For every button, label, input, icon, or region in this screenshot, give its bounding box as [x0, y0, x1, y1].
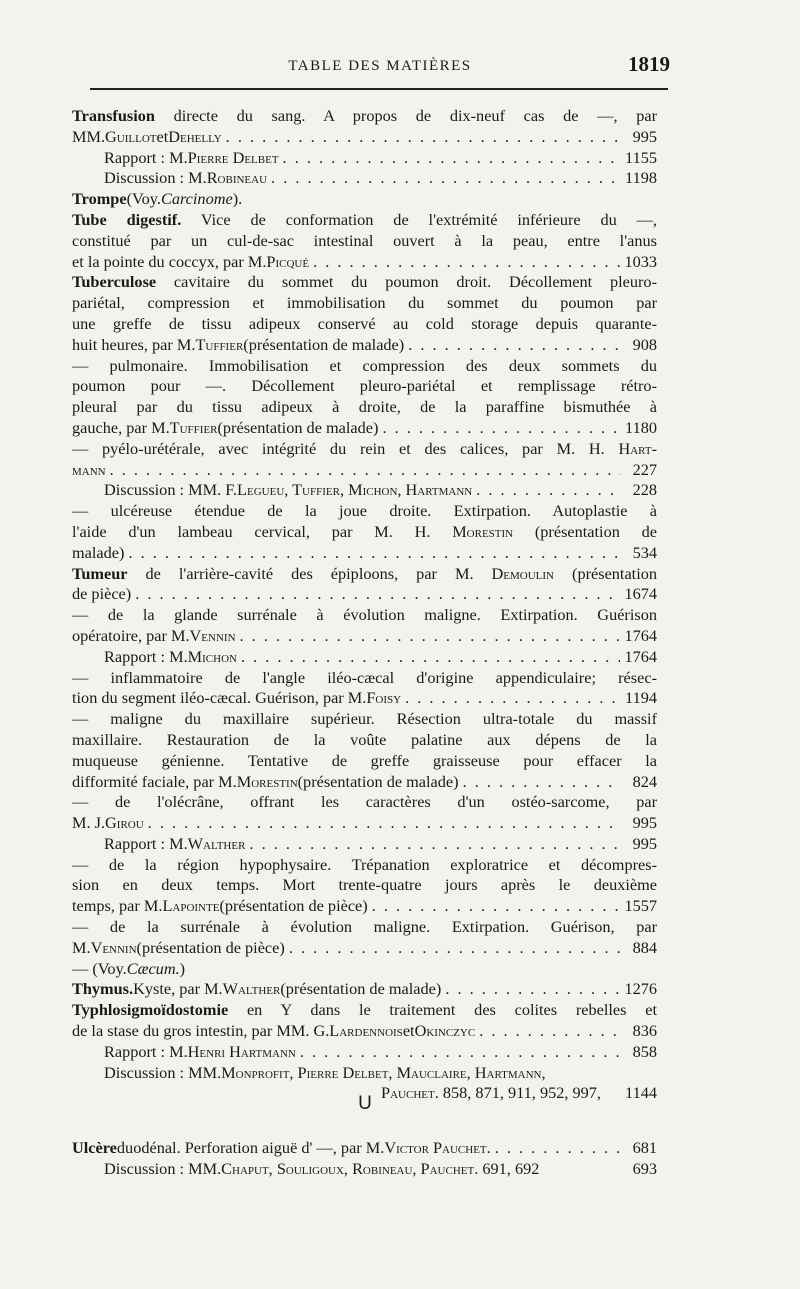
entry-text: et — [156, 126, 169, 146]
entry-text: gauche, par M. — [72, 417, 170, 437]
index-entry — [72, 564, 657, 606]
author-name: Lapointe — [162, 896, 220, 916]
entry-text: (présentation de malade) — [280, 979, 442, 999]
entry-text: pariétal, compression et immobilisation du sommet du poumon par — [72, 293, 657, 313]
page-reference: 908 — [632, 334, 657, 354]
entry-text: (présentation de malade) — [243, 334, 405, 354]
page-reference: 1557 — [624, 896, 657, 916]
page-reference: 884 — [632, 937, 657, 957]
author-name: Tuffier — [195, 334, 244, 354]
entry-text: . — [486, 1138, 491, 1157]
entry-text: muqueuse génienne. Tentative de greffe graisseuse pour effacer la — [72, 750, 657, 770]
entry-text: et la pointe du coccyx, par M. — [72, 251, 267, 271]
page-reference: 995 — [632, 813, 657, 833]
page-reference: 693 — [632, 1158, 657, 1178]
page-reference: 228 — [632, 480, 657, 500]
author-name: Lardennois — [329, 1021, 403, 1041]
entry-text: — de la région hypophysaire. Trépanation exploratrice et décompres- — [72, 854, 657, 874]
entry-text: Discussion : MM. — [104, 1158, 222, 1178]
entry-text: Kyste, par M. — [133, 979, 223, 999]
index-entry — [72, 605, 657, 647]
entry-text: ) — [179, 958, 186, 978]
page-reference: 1033 — [624, 251, 657, 271]
author-name: Michon — [187, 646, 237, 666]
author-name: Pauchet — [381, 1083, 435, 1103]
entry-text: constitué par un cul-de-sac intestinal ouvert à la peau, entre l'anus — [72, 230, 657, 250]
author-name: Vennin — [90, 937, 137, 957]
entry-text: — pyélo-urétérale, avec intégrité du rein et des calices, par M. H. — [72, 438, 619, 458]
entry-text: — de l'olécrâne, offrant les caractères d'un ostéo-sarcome, par — [72, 792, 657, 812]
entry-text: (présentation de malade) — [217, 417, 379, 437]
entry-text: poumon pour —. Décollement pleuro-pariétal et remplissage rétro- — [72, 376, 657, 396]
entry-text: (présentation de pièce) — [136, 937, 285, 957]
cross-reference: Cæcum. — [126, 958, 180, 978]
entry-text: maxillaire. Restauration de la voûte palatine aux dépens de la — [72, 729, 657, 749]
entry-text: l'aide d'un lambeau cervical, par M. H. — [72, 521, 453, 541]
page-reference: 1764 — [624, 625, 657, 645]
sub-entry — [72, 480, 657, 501]
index-entry — [72, 792, 657, 834]
entry-text: M. — [72, 937, 91, 957]
author-name: Victor Pauchet — [384, 1138, 487, 1157]
entry-text: une greffe de tissu adipeux conservé au cold storage depuis quarante- — [72, 313, 657, 333]
entry-text: MM. — [72, 126, 106, 146]
index-entry — [72, 210, 657, 272]
index-entry — [72, 709, 657, 792]
entry-heading: Typhlosigmoïdostomie — [72, 1000, 229, 1020]
author-name: Morestin — [236, 771, 298, 791]
page-reference: 995 — [632, 833, 657, 853]
author-name: Morestin — [452, 521, 514, 541]
entry-text: — inflammatoire de l'angle iléo-cæcal d'origine appendiculaire; résec- — [72, 667, 657, 687]
index-entry — [72, 1138, 657, 1159]
entry-heading: Tuberculose — [72, 272, 157, 292]
page-number: 1819 — [628, 52, 670, 76]
entry-text: (présentation de — [513, 521, 657, 541]
entry-text: duodénal. Perforation aiguë d' —, par M. — [116, 1138, 385, 1157]
index-entry — [72, 439, 657, 481]
author-name: Tuffier — [169, 417, 218, 437]
page-reference: 534 — [632, 542, 657, 562]
sub-entry — [72, 148, 657, 169]
author-name: Legueu, Tuffier, Michon, Hartmann — [237, 480, 473, 500]
entry-text: en Y dans le traitement des colites rebelles et — [228, 1000, 657, 1020]
entry-text: M. J. — [72, 813, 106, 833]
running-title: TABLE DES MATIÈRES — [288, 58, 472, 74]
page-reference: 1194 — [625, 688, 657, 708]
entry-text: cavitaire du sommet du poumon droit. Décollement pleuro- — [156, 272, 657, 292]
index-entry — [72, 1000, 657, 1042]
entry-text: sion en deux temps. Mort trente-quatre jours après le deuxième — [72, 875, 657, 895]
entry-text: Rapport : M. — [104, 646, 188, 666]
author-name: Hart- — [618, 438, 657, 458]
entry-text: (Voy. — [126, 189, 161, 209]
entry-heading: Tube digestif. — [72, 209, 182, 229]
author-name: Picqué — [266, 251, 310, 271]
entry-text: Vice de conformation de l'extrémité inférieure du —, — [181, 209, 657, 229]
entry-text: — ulcéreuse étendue de la joue droite. Extirpation. Autoplastie à — [72, 501, 657, 521]
author-name: Demoulin — [491, 563, 555, 583]
entry-text: (présentation de pièce) — [219, 896, 368, 916]
entry-text: Discussion : MM. F. — [104, 480, 238, 500]
author-name: Chaput, Souligoux, Robineau, Pauchet — [221, 1158, 475, 1178]
index-entry — [72, 356, 657, 439]
entry-text: (présentation de malade) — [297, 771, 459, 791]
author-name: Dehelly — [168, 126, 222, 146]
page-reference: 858 — [632, 1041, 657, 1061]
page-reference: 1198 — [625, 168, 657, 188]
page-reference: 227 — [632, 459, 657, 479]
author-name: mann — [72, 459, 106, 479]
entry-heading: Ulcère — [72, 1138, 117, 1157]
sub-entry — [72, 168, 657, 189]
entry-heading: Tumeur — [72, 563, 128, 583]
page-reference: 836 — [632, 1021, 657, 1041]
entry-text: . 858, 871, 911, 952, 997, — [434, 1083, 601, 1103]
author-name: Foisy — [366, 688, 402, 708]
sub-entry — [72, 834, 657, 855]
page-header — [90, 54, 670, 82]
section-letter: U — [358, 1093, 372, 1114]
entry-text: Discussion : M. — [104, 168, 207, 188]
header-rule — [90, 88, 668, 90]
entry-text: — pulmonaire. Immobilisation et compression des deux sommets du — [72, 355, 657, 375]
index-entry — [72, 855, 657, 917]
page-reference: 1276 — [624, 979, 657, 999]
entry-text: — (Voy. — [72, 958, 127, 978]
entry-text: et — [402, 1021, 415, 1041]
index-entry — [72, 979, 657, 1000]
sub-entry — [72, 647, 657, 668]
entry-text: directe du sang. A propos de dix-neuf cas de —, par — [154, 106, 657, 125]
entry-text: de l'arrière-cavité des épiploons, par M. — [127, 563, 492, 583]
index-entry — [72, 501, 657, 563]
entry-text: Rapport : M. — [104, 833, 188, 853]
entry-text: difformité faciale, par M. — [72, 771, 237, 791]
entry-text: (présentation — [554, 563, 658, 583]
page-reference: 681 — [632, 1138, 657, 1157]
index-entry — [72, 917, 657, 959]
sub-entry — [72, 1042, 657, 1063]
page-reference: 1155 — [625, 147, 657, 167]
page-reference: 1764 — [624, 646, 657, 666]
author-name: Henri Hartmann — [187, 1041, 296, 1061]
author-name: Pierre Delbet — [187, 147, 279, 167]
author-name: Walther — [222, 979, 281, 999]
entry-heading: Transfusion — [72, 106, 155, 125]
entry-heading: Trompe — [72, 189, 127, 209]
entry-text: de la stase du gros intestin, par MM. G. — [72, 1021, 330, 1041]
index-entry — [72, 272, 657, 355]
entry-text: opératoire, par M. — [72, 625, 190, 645]
author-name: Okinczyc — [414, 1021, 476, 1041]
author-name: Guillot — [105, 126, 157, 146]
index-entry — [72, 959, 657, 980]
entry-text: huit heures, par M. — [72, 334, 196, 354]
index-entry — [72, 189, 657, 210]
entry-text: tion du segment iléo-cæcal. Guérison, par M. — [72, 688, 367, 708]
entry-text: de pièce) — [72, 584, 132, 604]
page-reference: 995 — [632, 126, 657, 146]
entry-text: ). — [232, 189, 243, 209]
entry-text: pleural par du tissu adipeux à droite, de la paraffine bismuthée à — [72, 397, 657, 417]
index-entry — [72, 668, 657, 710]
sub-entry — [72, 1159, 657, 1180]
entry-text: — de la surrénale à évolution maligne. Extirpation. Guérison, par — [72, 917, 657, 937]
entry-text: Rapport : M. — [104, 147, 188, 167]
author-name: Robineau — [206, 168, 268, 188]
author-name: Walther — [187, 833, 246, 853]
entry-text: — maligne du maxillaire supérieur. Résection ultra-totale du massif — [72, 709, 657, 729]
index-entries-u — [72, 1138, 657, 1180]
author-name: Girou — [105, 813, 144, 833]
entry-heading: Thymus. — [72, 979, 134, 999]
author-name: Vennin — [189, 625, 236, 645]
entry-text: Discussion : MM. — [104, 1062, 222, 1082]
index-entry — [72, 106, 657, 148]
page-reference: 1674 — [624, 584, 657, 604]
entry-text: . 691, 692 — [474, 1158, 540, 1178]
cross-reference: Carcinome — [160, 189, 233, 209]
entry-text: temps, par M. — [72, 896, 163, 916]
author-name: Monprofit, Pierre Delbet, Mauclaire, Hartmann, — [221, 1062, 546, 1082]
entry-text: Rapport : M. — [104, 1041, 188, 1061]
entry-text: — de la glande surrénale à évolution maligne. Extirpation. Guérison — [72, 605, 657, 625]
index-entries — [72, 106, 657, 1104]
page-reference: 1144 — [625, 1083, 657, 1103]
page-reference: 824 — [632, 771, 657, 791]
entry-text: malade) — [72, 542, 125, 562]
page-reference: 1180 — [625, 417, 657, 437]
